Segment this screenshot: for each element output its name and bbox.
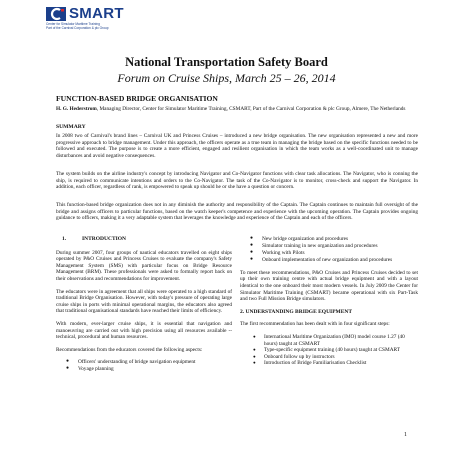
paper-heading: FUNCTION-BASED BRIDGE ORGANISATION xyxy=(56,94,218,103)
intro-paragraph-4: Recommendations from the educators covered the following aspects: xyxy=(56,346,203,353)
bullet-icon: ● xyxy=(253,334,256,340)
intro-paragraph-3: With modern, ever-larger cruise ships, it is essential that navigation and manoeuvring are carried out with high precision using all resources available -- technical, procedural and human resources. xyxy=(56,320,232,341)
bullet-icon: ● xyxy=(66,359,70,365)
equipment-paragraph: The first recommendation has been dealt with in four significant steps: xyxy=(240,321,390,328)
bullet-icon: ● xyxy=(250,257,254,263)
right-column xyxy=(240,236,418,373)
csmart-logo-mark-icon xyxy=(46,7,66,21)
equipment-steps-list xyxy=(240,334,418,367)
bullet-icon: ● xyxy=(66,366,70,372)
bullet-icon: ● xyxy=(250,236,254,241)
list-item xyxy=(240,360,418,367)
bullet-icon: ● xyxy=(253,347,256,353)
section-1-heading xyxy=(56,236,232,243)
left-column xyxy=(56,236,232,379)
list-item xyxy=(240,243,418,250)
list-item xyxy=(240,257,418,264)
section-1-title: INTRODUCTION xyxy=(82,236,127,242)
bullet-icon: ● xyxy=(253,360,256,366)
section-1-number: 1. xyxy=(62,236,67,242)
page-number: 1 xyxy=(404,432,407,438)
list-item-text: International Maritime Organization (IMO) model course 1.27 (40 hours) taught at CSMART xyxy=(264,334,405,347)
list-item-text: Type-specific equipment training (40 hours) taught at CSMART xyxy=(264,347,400,354)
list-item xyxy=(240,347,418,354)
list-item-text: Officers' understanding of bridge navigation equipment xyxy=(78,359,196,366)
bullet-icon: ● xyxy=(250,250,254,256)
document-title: National Transportation Safety Board xyxy=(125,55,328,69)
list-item-text: Onboard follow up by instructors xyxy=(264,353,335,360)
summary-paragraph-1: In 2008 two of Carnival's brand lines – Carnival UK and Princess Cruises – introduced a new bridge organisation. The new organisation represented a new and more progressive approach to bridge management. Under this approach, the officers operate as a true team in managing the bridge based on the specific functions needed to be followed and executed. The purpose is to create a more efficient, engaged and resilient organisation in which the team works as a well-coordinated unit to manage disturbances and avoid negative consequences. xyxy=(56,133,418,160)
list-item-text: Working with Pilots xyxy=(262,250,305,257)
list-item xyxy=(240,334,418,347)
summary-heading: SUMMARY xyxy=(56,124,86,130)
author-name: H. G. Hederstrom xyxy=(56,106,97,112)
list-item-text: New bridge organization and procedures xyxy=(262,236,349,242)
intro-paragraph-1: During summer 2007, four groups of nautical educators travelled on eight ships operated by P&O Cruises and Princess Cruises to evaluate the company's Safety Management System (SMS) with particular focus on Bridge Resource Management (BRM). These professionals were asked to formally report back on their observations and recommendations for improvement. xyxy=(56,249,232,282)
bullet-icon: ● xyxy=(250,243,254,249)
logo-brand-text: SMART xyxy=(69,5,124,22)
section-2-heading: 2. UNDERSTANDING BRIDGE EQUIPMENT xyxy=(240,308,353,315)
list-item xyxy=(56,359,232,366)
list-item-text: Simulator training in new organization and procedures xyxy=(262,243,378,250)
csmart-paragraph: To meet these recommendations, P&O Cruises and Princess Cruises decided to set up their own training centre with actual bridge equipment and with a layout identical to the one onboard their most modern vessels. In July 2009 the Center for Simulator Maritime Training (CSMART) became operational with six Part-Task and two Full Mission Bridge simulators. xyxy=(240,269,418,303)
recommendations-list-right xyxy=(240,236,418,264)
intro-paragraph-2: The educators were in agreement that all ships were operated to a high standard of traditional Bridge Organisation. However, with today's pressure of operating large cruise ships in ports with minimal operational margins, the educators also agreed that traditional organisational standards have reached their limits of efficiency. xyxy=(56,288,232,315)
document-subtitle: Forum on Cruise Ships, March 25 – 26, 2014 xyxy=(117,71,336,85)
csmart-logo xyxy=(46,7,196,29)
bullet-icon: ● xyxy=(253,353,256,359)
author-line xyxy=(56,106,416,113)
logo-group-line: Part of the Carnival Corporation & plc Group xyxy=(46,26,109,30)
list-item-text: Onboard implementation of new organization and procedures xyxy=(262,257,393,264)
author-affiliation: , Managing Director, Center for Simulator Maritime Training, CSMART, Part of the Carnival Corporation & plc Group, Almere, The Netherlands xyxy=(96,106,406,112)
list-item xyxy=(240,236,418,243)
list-item xyxy=(56,366,232,373)
list-item-text: Introduction of Bridge Familiarisation Checklist xyxy=(264,360,367,367)
summary-paragraph-3: This function-based bridge organization does not in any diminish the authority and responsibility of the Captain. The Captain continues to maintain full oversight of the bridge and assigns officers to particular functions, based on the watch keeper's competence and experience with the upcoming operation. The Captain provides ongoing guidance to officers, making it a very adaptable system that leverages the knowledge and experience of the Captain and each of the officers. xyxy=(56,202,418,222)
list-item xyxy=(240,250,418,257)
list-item-text: Voyage planning xyxy=(78,366,114,373)
recommendations-list-left xyxy=(56,359,232,373)
logo-tagline: Center for Simulator Maritime Training xyxy=(46,22,100,26)
summary-paragraph-2: The system builds on the airline industry's concept by introducing Navigator and Co-Navigator functions with clear task allocations. The Navigator, who is conning the ship, is required to communicate intentions and orders to the Co-Navigator. The task of the Co-Navigator is to monitor, cross-check and support the Navigator. In addition, each officer, regardless of rank, is empowered to speak up should he or she have a question or concern. xyxy=(56,171,418,191)
